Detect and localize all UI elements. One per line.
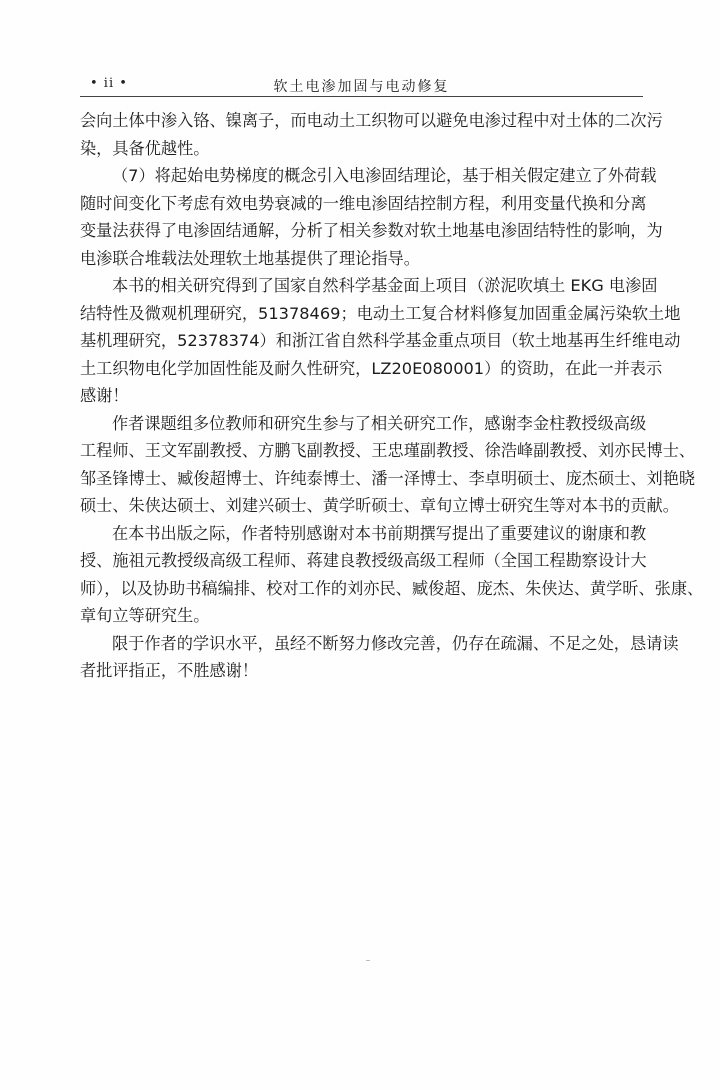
text-line: 会向土体中渗入铬、镍离子，而电动土工织物可以避免电渗过程中对土体的二次污 (80, 111, 663, 130)
text-line: 基机理研究，52378374）和浙江省自然科学基金重点项目（软土地基再生纤维电动 (80, 331, 681, 350)
text-line: 结特性及微观机理研究，51378469；电动土工复合材料修复加固重金属污染软土地 (80, 303, 681, 323)
paragraph-funding (80, 272, 681, 410)
paragraph-team-thanks (80, 410, 696, 520)
text-line: 邹圣锋博士、臧俊超博士、许纯泰博士、潘一泽博士、李卓明硕士、庞杰硕士、刘艳晓 (80, 468, 696, 488)
text-line: 变量法获得了电渗固结通解，分析了相关参数对软土地基电渗固结特性的影响，为 (80, 221, 663, 240)
text-line: 工程师、王文军副教授、方鹏飞副教授、王忠瑾副教授、徐浩峰副教授、刘亦民博士、 (80, 441, 696, 460)
text-line: 随时间变化下考虑有效电势衰减的一维电渗固结控制方程，利用变量代换和分离 (80, 193, 647, 213)
text-line: 土工织物电化学加固性能及耐久性研究，LZ20E080001）的资助，在此一并表示 (80, 358, 663, 378)
text-line: 电渗联合堆载法处理软土地基提供了理论指导。 (80, 248, 420, 268)
text-line: 作者课题组多位教师和研究生参与了相关研究工作，感谢李金柱教授级高级 (112, 413, 647, 433)
paragraph-item-7 (80, 162, 663, 272)
text-line: 染，具备优越性。 (80, 138, 210, 158)
running-title: 软土电渗加固与电动修复 (273, 79, 450, 95)
header-rule (80, 96, 643, 97)
paragraph-continuation (80, 107, 663, 162)
text-line: 限于作者的学识水平，虽经不断努力修改完善，仍存在疏漏、不足之处，恳请读 (112, 633, 679, 653)
page-header (80, 76, 643, 96)
text-line: 感谢！ (80, 386, 129, 405)
body-text (80, 107, 704, 685)
text-line: 硕士、朱侠达硕士、刘建兴硕士、黄学昕硕士、章旬立博士研究生等对本书的贡献。 (80, 496, 679, 515)
paragraph-special-thanks (80, 520, 704, 630)
text-line: 授、施祖元教授级高级工程师、蒋建良教授级高级工程师（全国工程勘察设计大 (80, 551, 647, 570)
text-line: 章旬立等研究生。 (80, 606, 210, 625)
scan-speck (366, 960, 370, 961)
text-line: 本书的相关研究得到了国家自然科学基金面上项目（淤泥吹填土 EKG 电渗固 (112, 276, 658, 295)
paragraph-closing (80, 630, 679, 685)
text-line: 在本书出版之际，作者特别感谢对本书前期撰写提出了重要建议的谢康和教 (112, 523, 647, 543)
text-line: 者批评指正，不胜感谢！ (80, 661, 259, 680)
text-line: 师），以及协助书稿编排、校对工作的刘亦民、臧俊超、庞杰、朱侠达、黄学昕、张康、 (80, 578, 704, 598)
text-line: （7）将起始电势梯度的概念引入电渗固结理论，基于相关假定建立了外荷载 (112, 166, 657, 185)
page-number: • ii • (90, 76, 128, 91)
